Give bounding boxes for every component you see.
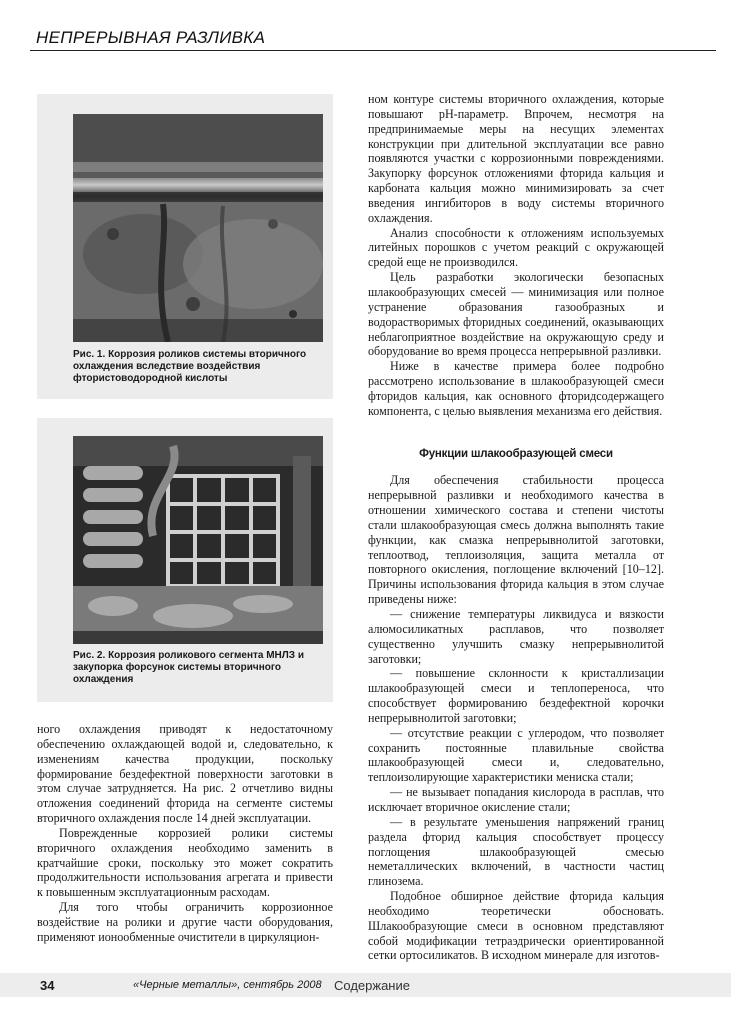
list-item: — снижение температуры ликвидуса и вязкости алюмосиликатных расплавов, что позволяет существенно улучшить смазку непрерывнолитой заготовки; [368,607,664,666]
figure-1-caption-text: Коррозия роликов системы вторичного охлаждения вследствие воздействия фтористоводородной кислоты [73,349,307,384]
right-paragraph-1: ном контуре системы вторичного охлаждения, которые повышают pH-параметр. Впрочем, несмотря на предпринимаемые меры на несущих элементах конструкции при длительной эксплуатации все равно появляются участки с коррозионными повреждениями. Закупорку форсунок отложениями фторида кальция и карбоната кальция можно минимизировать за счет введения ингибиторов в воду системы вторичного охлаждения. [368,92,664,225]
right-paragraph-2: Анализ способности к отложениям используемых литейных порошков с учетом реакций с окружающей средой еще не производился. [368,225,664,270]
figure-1-caption [73,349,321,385]
section-heading: Функции шлакообразующей смеси [419,447,613,460]
right-column [368,92,664,963]
left-paragraph-2: Поврежденные коррозией ролики системы вторичного охлаждения необходимо заменить в кратчайшие сроки, поскольку это может сократить продолжительности использования агрегата и привести к повышенным эксплуатационным расходам. [37,825,333,900]
header-rule [30,50,716,51]
figure-2-caption-text: Коррозия роликового сегмента МНЛЗ и закупорка форсунок системы вторичного охлаждения [73,650,304,685]
journal-name: «Черные металлы», сентябрь 2008 [133,979,322,991]
figure-1-photo [73,114,323,342]
left-paragraph-3: Для того чтобы ограничить коррозионное воздействие на ролики и другие части оборудования, применяют ионообменные очистители в циркуляцион- [37,900,333,944]
right-paragraph-4: Ниже в качестве примера более подробно рассмотрено использование в шлакообразующей смеси фторидов кальция, как основного фторидсодержащего компонента, с целью выявления механизма его действия. [368,359,664,418]
figure-1 [37,94,333,399]
left-column [37,722,333,945]
list-item: — не вызывает попадания кислорода в расплав, что исключает вторичное окисление стали; [368,785,664,814]
figure-2-caption [73,650,321,686]
right-paragraph-6: Подобное обширное действие фторида кальция необходимо теоретически обосновать. Шлакообразующие смеси в основном представляют собой модификации тетраэдрически ориентированной сетки ортосиликатов. В исходном минерале для изготов- [368,889,664,963]
right-paragraph-5: Для обеспечения стабильности процесса непрерывной разливки и необходимого качества в отношении химического состава и степени чистоты стали шлакообразующая смесь должна выполнять такие функции, как смазка непрерывнолитой заготовки, теплоотвод, теплоизоляция, защита металла от повторного окисления, поглощение включений [10–12]. Причины использования фторида кальция в этом случае приведены ниже: [368,473,664,607]
figure-1-label: Рис. 1. [73,349,106,360]
right-paragraph-3: Цель разработки экологически безопасных шлакообразующих смесей — минимизация или полное устранение образования газообразных и водорастворимых фторидных соединений, оказывающих неблагоприятное воздействие на окружающую среду и оборудование во время процесса непрерывной разливки. [368,270,664,359]
list-item: — отсутствие реакции с углеродом, что позволяет сохранить постоянные плавильные свойства шлакообразующей смеси и, следовательно, теплоизолирующие характеристики мениска стали; [368,725,664,785]
section-header: НЕПРЕРЫВНАЯ РАЗЛИВКА [36,28,266,47]
figure-2-photo [73,436,323,644]
figure-2-label: Рис. 2. [73,650,106,661]
contents-link[interactable]: Содержание [334,978,410,993]
list-item: — в результате уменьшения напряжений границ раздела фторид кальция способствует процессу поглощения шлакообразующей смесью неметаллических включений, в частности частиц глинозема. [368,814,664,889]
figure-2 [37,418,333,702]
page-number: 34 [40,978,55,993]
left-paragraph-1: ного охлаждения приводят к недостаточному обеспечению охлаждающей водой и, следовательно, к изменениям качества продукции, поскольку формирование бездефектной поверхности заготовки в этом случае затрудняется. На рис. 2 отчетливо видны отложения соединений фторида на сегменте системы вторичного охлаждения после 14 дней эксплуатации. [37,722,333,826]
list-item: — повышение склонности к кристаллизации шлакообразующей смеси и теплопереноса, что способствует формированию бездефектной корочки непрерывнолитой заготовки; [368,666,664,725]
